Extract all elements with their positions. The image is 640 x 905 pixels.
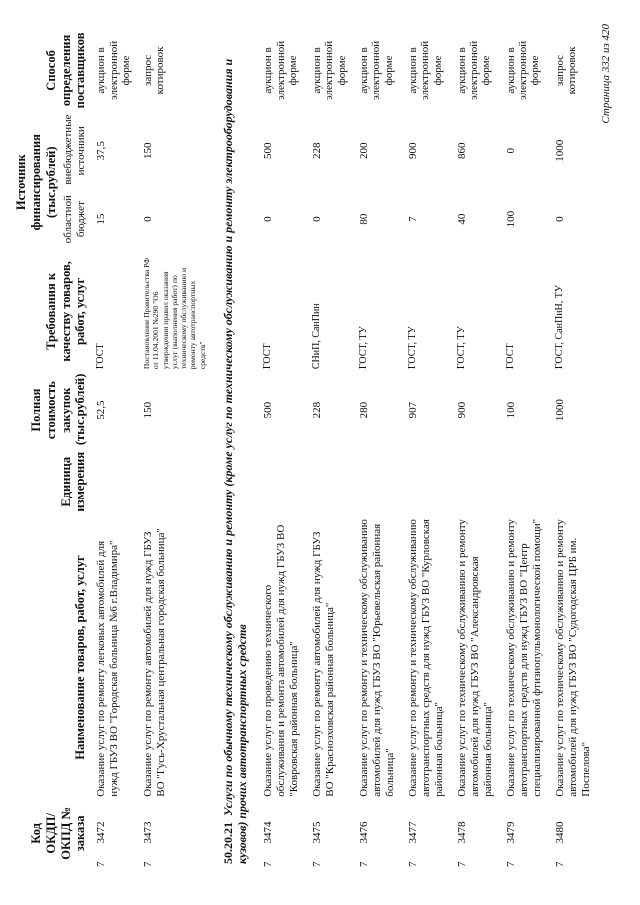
order-number: 3479: [504, 821, 517, 844]
table-body: [90, 27, 597, 867]
header-method: Способ определения поставщиков: [43, 32, 88, 109]
cost-cell: 1000: [553, 399, 566, 422]
method-cell: аукцион в электронной форме: [311, 40, 348, 101]
table-row: [90, 27, 137, 867]
item-name-cell: Оказание услуг по ремонту и техническому обслуживанию автомобилей для нужд ГБУЗ ВО "Юрьевельская районная больница": [358, 519, 396, 797]
unit-cell: [451, 448, 500, 515]
extrabudget-cell: 228: [311, 142, 324, 160]
order-number: 3473: [142, 821, 155, 844]
method-cell: аукцион в электронной форме: [455, 40, 493, 101]
unit-cell: [353, 448, 402, 515]
table-row: [500, 27, 549, 867]
table-row: [549, 27, 598, 867]
okdp-code: 7: [504, 861, 517, 867]
requirements-cell: ГОСТ, ТУ: [358, 326, 370, 370]
header-funding-extra: внебюджетные источники: [62, 114, 88, 185]
okdp-code: 7: [142, 861, 155, 867]
unit-cell: [402, 448, 451, 515]
unit-cell: [549, 448, 598, 515]
okdp-code: 7: [95, 861, 108, 867]
order-number: 3475: [311, 821, 324, 844]
unit-cell: [256, 448, 306, 515]
item-name-cell: Оказание услуг по ремонту автомобилей для нужд ГБУЗ ВО "Гусь-Хрустальная центральная городская больница": [142, 528, 168, 797]
order-code-cell: [137, 800, 212, 867]
method-cell: аукцион в электронной форме: [504, 40, 542, 101]
cost-cell: 150: [142, 401, 155, 419]
extrabudget-cell: 500: [262, 142, 275, 160]
order-number: 3472: [95, 821, 108, 844]
okdp-code: 7: [311, 861, 324, 867]
header-funding: Источник финансирования (тыс.рублей): [14, 134, 58, 231]
order-code-cell: [451, 800, 500, 867]
okdp-code: 7: [358, 861, 371, 867]
table-row: [353, 27, 402, 867]
table-row: [137, 27, 212, 867]
header-funding-regional: областной бюджет: [62, 195, 88, 244]
table-header: [12, 27, 90, 867]
extrabudget-cell: 150: [142, 142, 155, 160]
item-name-cell: Оказание услуг по техническому обслуживанию и ремонту автомобилей для нужд ГБУЗ ВО "Александровская районная больница": [455, 519, 494, 797]
item-name-cell: Оказание услуг по техническому обслуживанию и ремонту автотранспортных средств для нужд ГБУЗ ВО "Центр специализированной фтизиопульмонологической помощи": [504, 518, 543, 797]
regional-budget-cell: 80: [358, 213, 371, 225]
cost-cell: 228: [311, 401, 324, 419]
regional-budget-cell: 15: [95, 213, 108, 225]
method-cell: аукцион в электронной форме: [406, 40, 444, 101]
header-cost: Полная стоимость закупок (тыс.рублей): [29, 373, 88, 446]
section-heading-row: [212, 27, 256, 867]
regional-budget-cell: 0: [142, 216, 155, 222]
regional-budget-cell: 40: [455, 213, 468, 225]
order-code-cell: [549, 800, 598, 867]
regional-budget-cell: 0: [553, 216, 566, 222]
order-code-cell: [256, 800, 306, 867]
order-number: 3477: [406, 821, 419, 844]
unit-cell: [306, 448, 353, 515]
item-name-cell: Оказание услуг по проведению технического обслуживания и ремонта автомобилей для нужд ГБУЗ ВО "Ковровская районная больница": [262, 524, 301, 797]
requirements-cell: Постановление Правительства РФ от 11.04.2001 №290 "О6 утверждении правил оказания услуг (выполнения работ) по техническому обслуживанию и ремонту автотранспортных средств": [142, 257, 207, 370]
method-cell: аукцион в электронной форме: [262, 40, 299, 101]
cost-cell: 52,5: [95, 400, 108, 420]
regional-budget-cell: 0: [262, 216, 275, 222]
header-unit: Единица измерения: [58, 451, 88, 512]
okdp-code: 7: [406, 861, 419, 867]
extrabudget-cell: 900: [406, 142, 419, 160]
extrabudget-cell: 1000: [553, 139, 566, 162]
table-row: [451, 27, 500, 867]
order-number: 3478: [455, 821, 468, 844]
item-name-cell: Оказание услуг по ремонту легковых автомобилей для нужд ГБУЗ ВО "Городская больница №6 г.Владимира": [95, 540, 121, 797]
regional-budget-cell: 0: [311, 216, 324, 222]
extrabudget-cell: 37,5: [95, 141, 108, 161]
order-code-cell: [500, 800, 549, 867]
order-number: 3474: [262, 821, 275, 844]
okdp-code: 7: [455, 861, 468, 867]
cost-cell: 907: [406, 401, 419, 419]
order-code-cell: [402, 800, 451, 867]
extrabudget-cell: 0: [504, 148, 517, 154]
unit-cell: [90, 448, 137, 515]
item-name-cell: Оказание услуг по техническому обслуживанию и ремонту автомобилей для нужд ГБУЗ ВО "Судогодская ЦРБ им. Поспелова": [553, 519, 592, 797]
okdp-code: 7: [553, 861, 566, 867]
item-name-cell: Оказание услуг по ремонту автомобилей для нужд ГБУЗ ВО "Красноэховская районная больница": [311, 531, 337, 797]
order-code-cell: [306, 800, 353, 867]
order-code-cell: [353, 800, 402, 867]
order-number: 3480: [553, 821, 566, 844]
requirements-cell: ГОСТ, СанПиН, ТУ: [553, 285, 565, 370]
cost-cell: 280: [358, 401, 371, 419]
page-number: Страница 332 из 420: [600, 24, 612, 124]
order-code-cell: [90, 800, 137, 867]
method-cell: аукцион в электронной форме: [358, 40, 395, 101]
table-row: [402, 27, 451, 867]
table-row: [256, 27, 306, 867]
unit-cell: [500, 448, 549, 515]
table-row: [306, 27, 353, 867]
okdp-code: 7: [262, 861, 275, 867]
order-number: 3476: [358, 821, 371, 844]
requirements-cell: ГОСТ: [95, 343, 107, 370]
method-cell: запрос котировок: [142, 46, 167, 95]
requirements-cell: ГОСТ: [504, 343, 516, 370]
procurement-table: [12, 27, 598, 867]
regional-budget-cell: 7: [406, 216, 419, 222]
regional-budget-cell: 100: [504, 210, 517, 228]
extrabudget-cell: 200: [358, 142, 371, 160]
cost-cell: 900: [455, 401, 468, 419]
section-heading: [212, 27, 256, 867]
method-cell: запрос котировок: [553, 46, 578, 95]
unit-cell: [137, 448, 212, 515]
section-title: Услуги по обычному техническому обслуживанию и ремонту (кроме услуг по техническому обслуживанию и ремонту электрооборудования и кузовов) прочих автотранспортных средств: [220, 58, 250, 864]
method-cell: аукцион в электронной форме: [95, 40, 132, 101]
requirements-cell: СНиП, СанПин: [311, 303, 323, 370]
item-name-cell: Оказание услуг по ремонту и техническому обслуживанию автотранспортных средств для нужд ГБУЗ ВО "Курловская районная больница": [406, 519, 445, 797]
cost-cell: 100: [504, 401, 517, 419]
extrabudget-cell: 860: [455, 142, 468, 160]
section-code: 50.20.21: [220, 822, 235, 864]
cost-cell: 500: [262, 401, 275, 419]
requirements-cell: ГОСТ, ТУ: [406, 326, 418, 370]
requirements-cell: ГОСТ: [262, 343, 274, 370]
header-name: Наименование товаров, работ, услуг: [73, 555, 88, 760]
header-code: Код ОКДП/ ОКПД № заказа: [29, 806, 88, 860]
header-requirements: Требования к качеству товаров, работ, услуг: [43, 261, 88, 362]
requirements-cell: ГОСТ, ТУ: [455, 326, 467, 370]
